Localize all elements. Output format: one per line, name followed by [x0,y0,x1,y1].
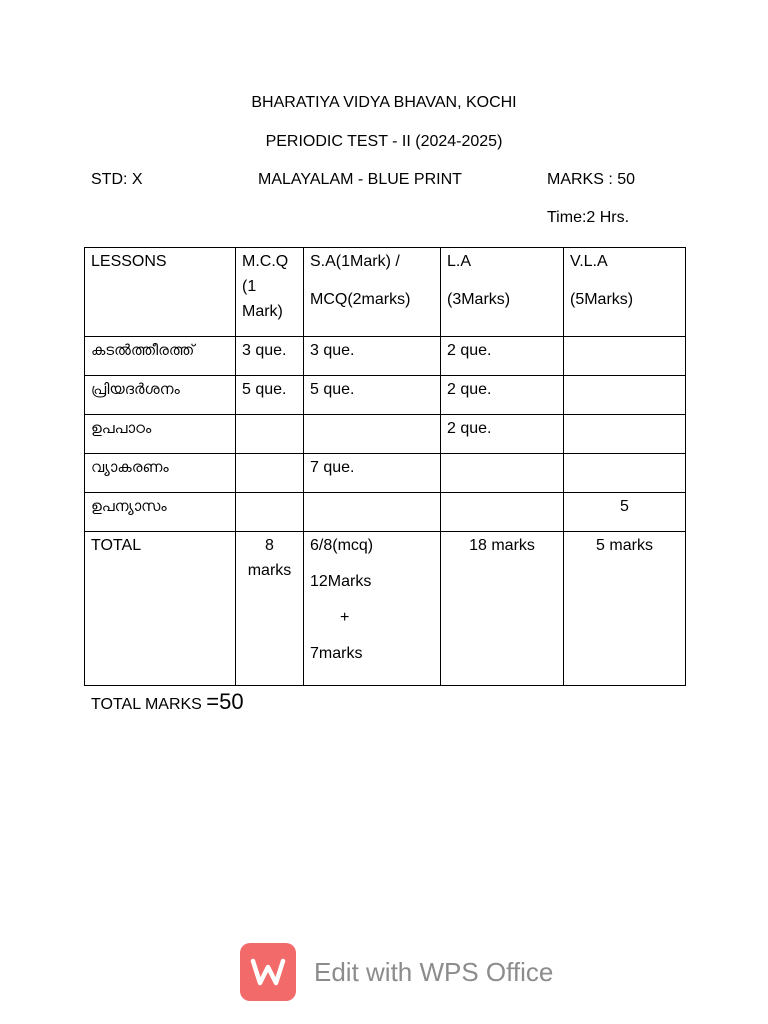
table-row [85,493,686,532]
lesson-name: പ്രിയദർശനം [85,376,236,415]
table-header-row [85,248,686,337]
total-mcq [236,532,304,686]
wps-logo-icon [240,943,296,1001]
total-sa-line: + [340,609,350,626]
wps-w-glyph [250,957,286,987]
header-vla-line: V.L.A [570,253,608,270]
table-row [85,454,686,493]
vla-cell: 5 [564,493,686,532]
mcq-cell: 3 que. [236,337,304,376]
total-mcq-line: marks [247,562,292,579]
total-vla: 5 marks [564,532,686,686]
total-marks-value: =50 [206,689,244,714]
total-marks [91,689,244,715]
sa-cell [304,415,441,454]
header-mcq [236,248,304,337]
mcq-cell [236,493,304,532]
sa-cell: 7 que. [304,454,441,493]
header-vla-line: (5Marks) [570,291,634,308]
header-mcq-line: (1 [242,278,257,295]
time-label: Time:2 Hrs. [547,209,630,226]
header-vla [564,248,686,337]
school-name: BHARATIYA VIDYA BHAVAN, KOCHI [251,94,517,111]
lesson-name: വ്യാകരണം [85,454,236,493]
lesson-name: ഉപന്യാസം [85,493,236,532]
blueprint-table [84,247,686,686]
total-label: TOTAL [85,532,236,686]
table-row [85,376,686,415]
lesson-name: ഉപപാഠം [85,415,236,454]
header-sa-line: S.A(1Mark) / [310,253,400,270]
header-la-line: (3Marks) [447,291,511,308]
header-mcq-line: Mark) [242,303,283,320]
header-lessons: LESSONS [85,248,236,337]
la-cell: 2 que. [441,337,564,376]
vla-cell [564,454,686,493]
wps-edit-label[interactable]: Edit with WPS Office [314,956,554,987]
mcq-cell [236,415,304,454]
total-sa [304,532,441,686]
lesson-name: കടൽത്തീരത്ത് [85,337,236,376]
total-sa-line: 6/8(mcq) [310,537,374,554]
table-row [85,415,686,454]
total-mcq-line: 8 [265,537,274,554]
vla-cell [564,337,686,376]
total-la: 18 marks [441,532,564,686]
header-sa [304,248,441,337]
header-la [441,248,564,337]
total-sa-line: 12Marks [310,573,372,590]
vla-cell [564,376,686,415]
header-sa-line: MCQ(2marks) [310,291,411,308]
subject-label: MALAYALAM - BLUE PRINT [258,171,462,188]
sa-cell: 5 que. [304,376,441,415]
table-row [85,337,686,376]
mcq-cell [236,454,304,493]
header-la-line: L.A [447,253,472,270]
total-sa-line: 7marks [310,645,363,662]
max-marks-label: MARKS : 50 [547,171,636,188]
wps-watermark[interactable] [240,942,553,1002]
total-marks-label: TOTAL MARKS [91,696,207,713]
vla-cell [564,415,686,454]
sa-cell: 3 que. [304,337,441,376]
la-cell: 2 que. [441,376,564,415]
test-title: PERIODIC TEST - II (2024-2025) [265,133,503,150]
la-cell: 2 que. [441,415,564,454]
la-cell [441,454,564,493]
header-mcq-line: M.C.Q [242,253,289,270]
la-cell [441,493,564,532]
sa-cell [304,493,441,532]
total-row [85,532,686,686]
standard-label: STD: X [91,171,143,188]
mcq-cell: 5 que. [236,376,304,415]
